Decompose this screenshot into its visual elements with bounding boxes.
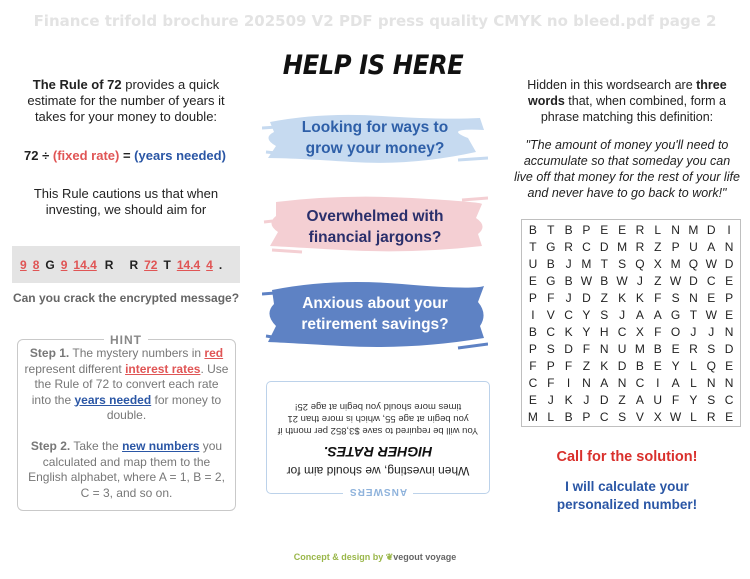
grid-letter: M (670, 256, 681, 271)
formula-years-needed: (years needed) (134, 148, 226, 163)
grid-letter: F (564, 358, 573, 373)
grid-letter: J (565, 256, 572, 271)
grid-letter: S (618, 256, 627, 271)
grid-letter: E (528, 392, 537, 407)
step-1-interest-rates: interest rates (125, 361, 201, 376)
design-credit (262, 552, 488, 563)
grid-letter: S (707, 341, 716, 356)
wordsearch-intro (514, 77, 740, 125)
grid-letter: A (671, 375, 680, 390)
grid-letter: M (581, 256, 592, 271)
grid-letter: M (634, 341, 645, 356)
grid-letter: W (669, 273, 682, 288)
grid-letter: B (528, 324, 537, 339)
help-is-here-title: HELP IS HERE (282, 50, 464, 81)
grid-letter: Z (618, 392, 626, 407)
grid-letter: J (636, 273, 643, 288)
grid-letter: S (618, 409, 627, 424)
grid-letter: U (617, 341, 627, 356)
grid-letter: K (600, 358, 609, 373)
grid-letter: C (724, 392, 734, 407)
grid-letter: F (654, 290, 662, 305)
call-for-solution: Call for the solution! (556, 449, 698, 465)
calculate-number (514, 478, 740, 514)
grid-letter: N (671, 222, 680, 237)
brush-3-line-1: Anxious about your (302, 295, 448, 312)
grid-letter: D (724, 341, 734, 356)
grid-letter: Y (582, 307, 591, 322)
cipher-token: 72 (144, 257, 158, 272)
grid-letter: T (689, 307, 698, 322)
grid-letter: I (566, 375, 571, 390)
grid-letter: F (529, 358, 537, 373)
grid-letter: E (671, 341, 680, 356)
grid-letter: E (528, 273, 537, 288)
step-2-text: Take the (70, 439, 123, 453)
grid-letter: E (725, 273, 734, 288)
grid-letter: X (635, 324, 644, 339)
grid-letter: W (705, 307, 717, 322)
hint-step-1 (24, 346, 229, 424)
cipher-token: 8 (32, 257, 40, 272)
answer-line-1: When investing, we should aim for (286, 464, 470, 478)
grid-letter: W (616, 273, 628, 288)
grid-letter: T (547, 222, 555, 237)
grid-letter: V (635, 409, 644, 424)
grid-letter: F (671, 392, 680, 407)
formula-fixed-rate: (fixed rate) (52, 148, 120, 163)
formula-equals: = (119, 148, 135, 163)
grid-letter: C (635, 375, 645, 390)
grid-letter: D (689, 273, 698, 288)
intro-text: Hidden in this wordsearch are (527, 78, 697, 92)
grid-letter: N (599, 341, 609, 356)
grid-letter: M (688, 222, 699, 237)
grid-letter: E (725, 307, 734, 322)
cipher-token: G (45, 257, 55, 272)
brush-2-line-1: Overwhelmed with (306, 208, 444, 225)
grid-letter: M (617, 239, 628, 254)
grid-letter: L (547, 409, 555, 424)
encrypted-message (12, 246, 240, 283)
grid-letter: A (635, 307, 644, 322)
grid-letter: Q (706, 358, 716, 373)
grid-letter: Z (582, 358, 591, 373)
cipher-token: 14.4 (176, 257, 201, 272)
grid-letter: A (600, 375, 609, 390)
hint-step-2 (24, 439, 229, 501)
grid-letter: N (724, 324, 734, 339)
grid-letter: S (707, 392, 716, 407)
grid-letter: D (599, 392, 609, 407)
grid-letter: P (582, 222, 591, 237)
grid-letter: N (617, 375, 627, 390)
grid-letter: X (653, 256, 662, 271)
cipher-token: 4 (206, 257, 213, 272)
grid-letter: P (725, 290, 734, 305)
grid-letter: R (689, 341, 698, 356)
grid-letter: A (635, 392, 644, 407)
hint-title-text: HINT (104, 333, 148, 347)
grid-letter: Q (688, 256, 699, 271)
step-1-label: Step 1. (29, 346, 70, 360)
calc-line-2: personalized number! (556, 497, 698, 512)
grid-letter: Z (600, 290, 608, 305)
grid-letter: E (618, 222, 627, 237)
grid-letter: V (546, 307, 555, 322)
grid-letter: B (546, 256, 555, 271)
grid-letter: C (546, 324, 556, 339)
grid-letter: F (547, 375, 555, 390)
step-1-text: represent different (24, 361, 126, 376)
grid-letter: R (635, 239, 645, 254)
grid-letter: K (618, 290, 627, 305)
grid-letter: W (705, 256, 717, 271)
crack-question: Can you crack the encrypted message? (12, 291, 240, 305)
grid-letter: G (670, 307, 681, 322)
grid-letter: S (600, 307, 609, 322)
grid-letter: D (706, 222, 716, 237)
answers-label (266, 484, 490, 502)
grid-letter: W (669, 409, 682, 424)
answer-higher-rates: HIGHER RATES. (323, 444, 433, 460)
grid-letter: D (599, 239, 609, 254)
grid-letter: T (600, 256, 608, 271)
intro-text: that, when combined, form a phrase matching this definition: (540, 94, 726, 124)
grid-letter: G (546, 239, 556, 254)
step-2-new-numbers: new numbers (122, 439, 200, 453)
brush-3-line-2: retirement savings? (301, 316, 449, 333)
grid-letter: G (546, 273, 556, 288)
grid-letter: E (725, 358, 734, 373)
grid-letter: U (689, 239, 698, 254)
grid-letter: C (617, 324, 627, 339)
grid-letter: N (582, 375, 591, 390)
grid-letter: E (725, 409, 734, 424)
grid-letter: J (619, 307, 626, 322)
grid-letter: J (547, 392, 554, 407)
grid-letter: L (690, 375, 697, 390)
answers-label-text: ANSWERS (343, 486, 413, 497)
grid-letter: K (635, 290, 644, 305)
step-1-text: . Use the Rule of 72 to convert each rate into the (31, 361, 229, 407)
grid-letter: B (564, 222, 573, 237)
grid-letter: Z (654, 273, 662, 288)
grid-letter: B (564, 409, 573, 424)
grid-letter: P (582, 409, 591, 424)
step-2-text: you calculated and map them to the English alphabet, where A = 1, B = 2, C = 3, and so on. (28, 439, 225, 500)
grid-letter: A (707, 239, 716, 254)
brush-2-line-2: financial jargons? (308, 229, 442, 246)
step-2-label: Step 2. (30, 439, 71, 453)
grid-letter: E (653, 358, 662, 373)
rule-of-72-text: provides a quick estimate for the number of years it takes for your money to double: (27, 77, 225, 124)
grid-letter: E (600, 222, 609, 237)
grid-letter: L (690, 409, 697, 424)
grid-letter: B (635, 358, 644, 373)
credit-prefix: Concept & design by (293, 552, 386, 562)
grid-letter: S (671, 290, 680, 305)
grid-letter: I (531, 307, 535, 322)
grid-letter: N (724, 375, 734, 390)
grid-letter: L (654, 222, 662, 237)
grid-letter: P (528, 290, 537, 305)
grid-letter: C (564, 307, 573, 322)
cipher-token: T (163, 257, 171, 272)
grid-letter: M (527, 409, 538, 424)
grid-letter: X (653, 409, 662, 424)
grid-letter: C (528, 375, 538, 390)
grid-letter: R (635, 222, 645, 237)
grid-letter: J (690, 324, 697, 339)
rule-of-72-paragraph (22, 77, 230, 125)
leaf-icon: ❦ (385, 552, 394, 562)
cipher-token: 9 (20, 257, 27, 272)
grid-letter: S (546, 341, 555, 356)
grid-letter: R (706, 409, 716, 424)
grid-letter: J (708, 324, 715, 339)
grid-letter: W (580, 273, 593, 288)
grid-letter: H (599, 324, 609, 339)
rule-of-72-heading: The Rule of 72 (32, 77, 122, 92)
brush-1-line-1: Looking for ways to (301, 119, 449, 136)
cipher-token: R (129, 257, 139, 272)
grid-letter: D (617, 358, 627, 373)
grid-letter: Y (689, 392, 698, 407)
answer-line-3: You will be required to save $3,852 per month if you begin at age 55, which is more than 21 times more should you begin at age 25! (277, 401, 479, 436)
step-1-text: The mystery numbers in (69, 346, 205, 360)
grid-letter: F (582, 341, 591, 356)
document-title: Finance trifold brochure 202509 V2 PDF press quality CMYK no bleed.pdf page 2 (33, 12, 717, 30)
grid-letter: J (565, 290, 572, 305)
brush-1-line-2: grow your money? (305, 140, 445, 157)
grid-letter: Z (654, 239, 662, 254)
grid-letter: B (600, 273, 609, 288)
grid-letter: C (582, 239, 591, 254)
brush-text-1 (262, 117, 488, 159)
grid-letter: D (582, 290, 591, 305)
step-1-years-needed: years needed (74, 392, 152, 407)
grid-letter: U (528, 256, 538, 271)
calc-line-1: I will calculate your (565, 479, 689, 494)
grid-letter: I (656, 375, 660, 390)
grid-letter: B (653, 341, 662, 356)
cipher-token: . (218, 257, 223, 272)
grid-letter: P (671, 239, 680, 254)
grid-letter: J (583, 392, 590, 407)
cipher-token: R (104, 257, 114, 272)
grid-letter: O (670, 324, 681, 339)
intro-bold: three words (527, 78, 727, 108)
cipher-token: 14.4 (73, 257, 97, 272)
grid-letter: P (528, 341, 537, 356)
credit-brand: vegout voyage (393, 552, 457, 562)
step-1-text: for money to double. (106, 392, 222, 422)
grid-letter: F (547, 290, 555, 305)
grid-letter: L (690, 358, 697, 373)
cipher-token: 9 (60, 257, 68, 272)
grid-letter: Y (582, 324, 591, 339)
answers-upside-down (266, 381, 490, 497)
grid-letter: D (724, 256, 734, 271)
grid-letter: C (706, 273, 716, 288)
grid-letter: E (707, 290, 716, 305)
formula-number: 72 ÷ (24, 148, 53, 163)
rule-formula (0, 148, 250, 163)
wordsearch-grid (521, 219, 741, 427)
grid-letter: N (706, 375, 716, 390)
grid-letter: B (564, 273, 573, 288)
grid-letter: N (689, 290, 698, 305)
grid-letter: K (564, 392, 573, 407)
grid-letter: T (529, 239, 537, 254)
wordsearch-definition: "The amount of money you'll need to accumulate so that someday you can live off that money for the rest of your life and never have to go back to work!" (514, 138, 740, 200)
grid-letter: F (654, 324, 662, 339)
grid-letter: P (546, 358, 555, 373)
step-1-red-word: red (204, 346, 224, 360)
grid-letter: N (724, 239, 734, 254)
caution-text: This Rule cautions us that when investing, we should aim for (33, 186, 219, 217)
grid-letter: R (564, 239, 573, 254)
brush-text-2 (262, 206, 488, 248)
grid-letter: I (727, 222, 731, 237)
grid-letter: K (564, 324, 573, 339)
grid-letter: Y (671, 358, 680, 373)
grid-letter: D (564, 341, 573, 356)
grid-letter: C (599, 409, 609, 424)
grid-letter: Q (635, 256, 645, 271)
grid-letter: A (653, 307, 662, 322)
grid-letter: U (653, 392, 663, 407)
brush-text-3 (262, 293, 488, 335)
grid-letter: B (528, 222, 537, 237)
